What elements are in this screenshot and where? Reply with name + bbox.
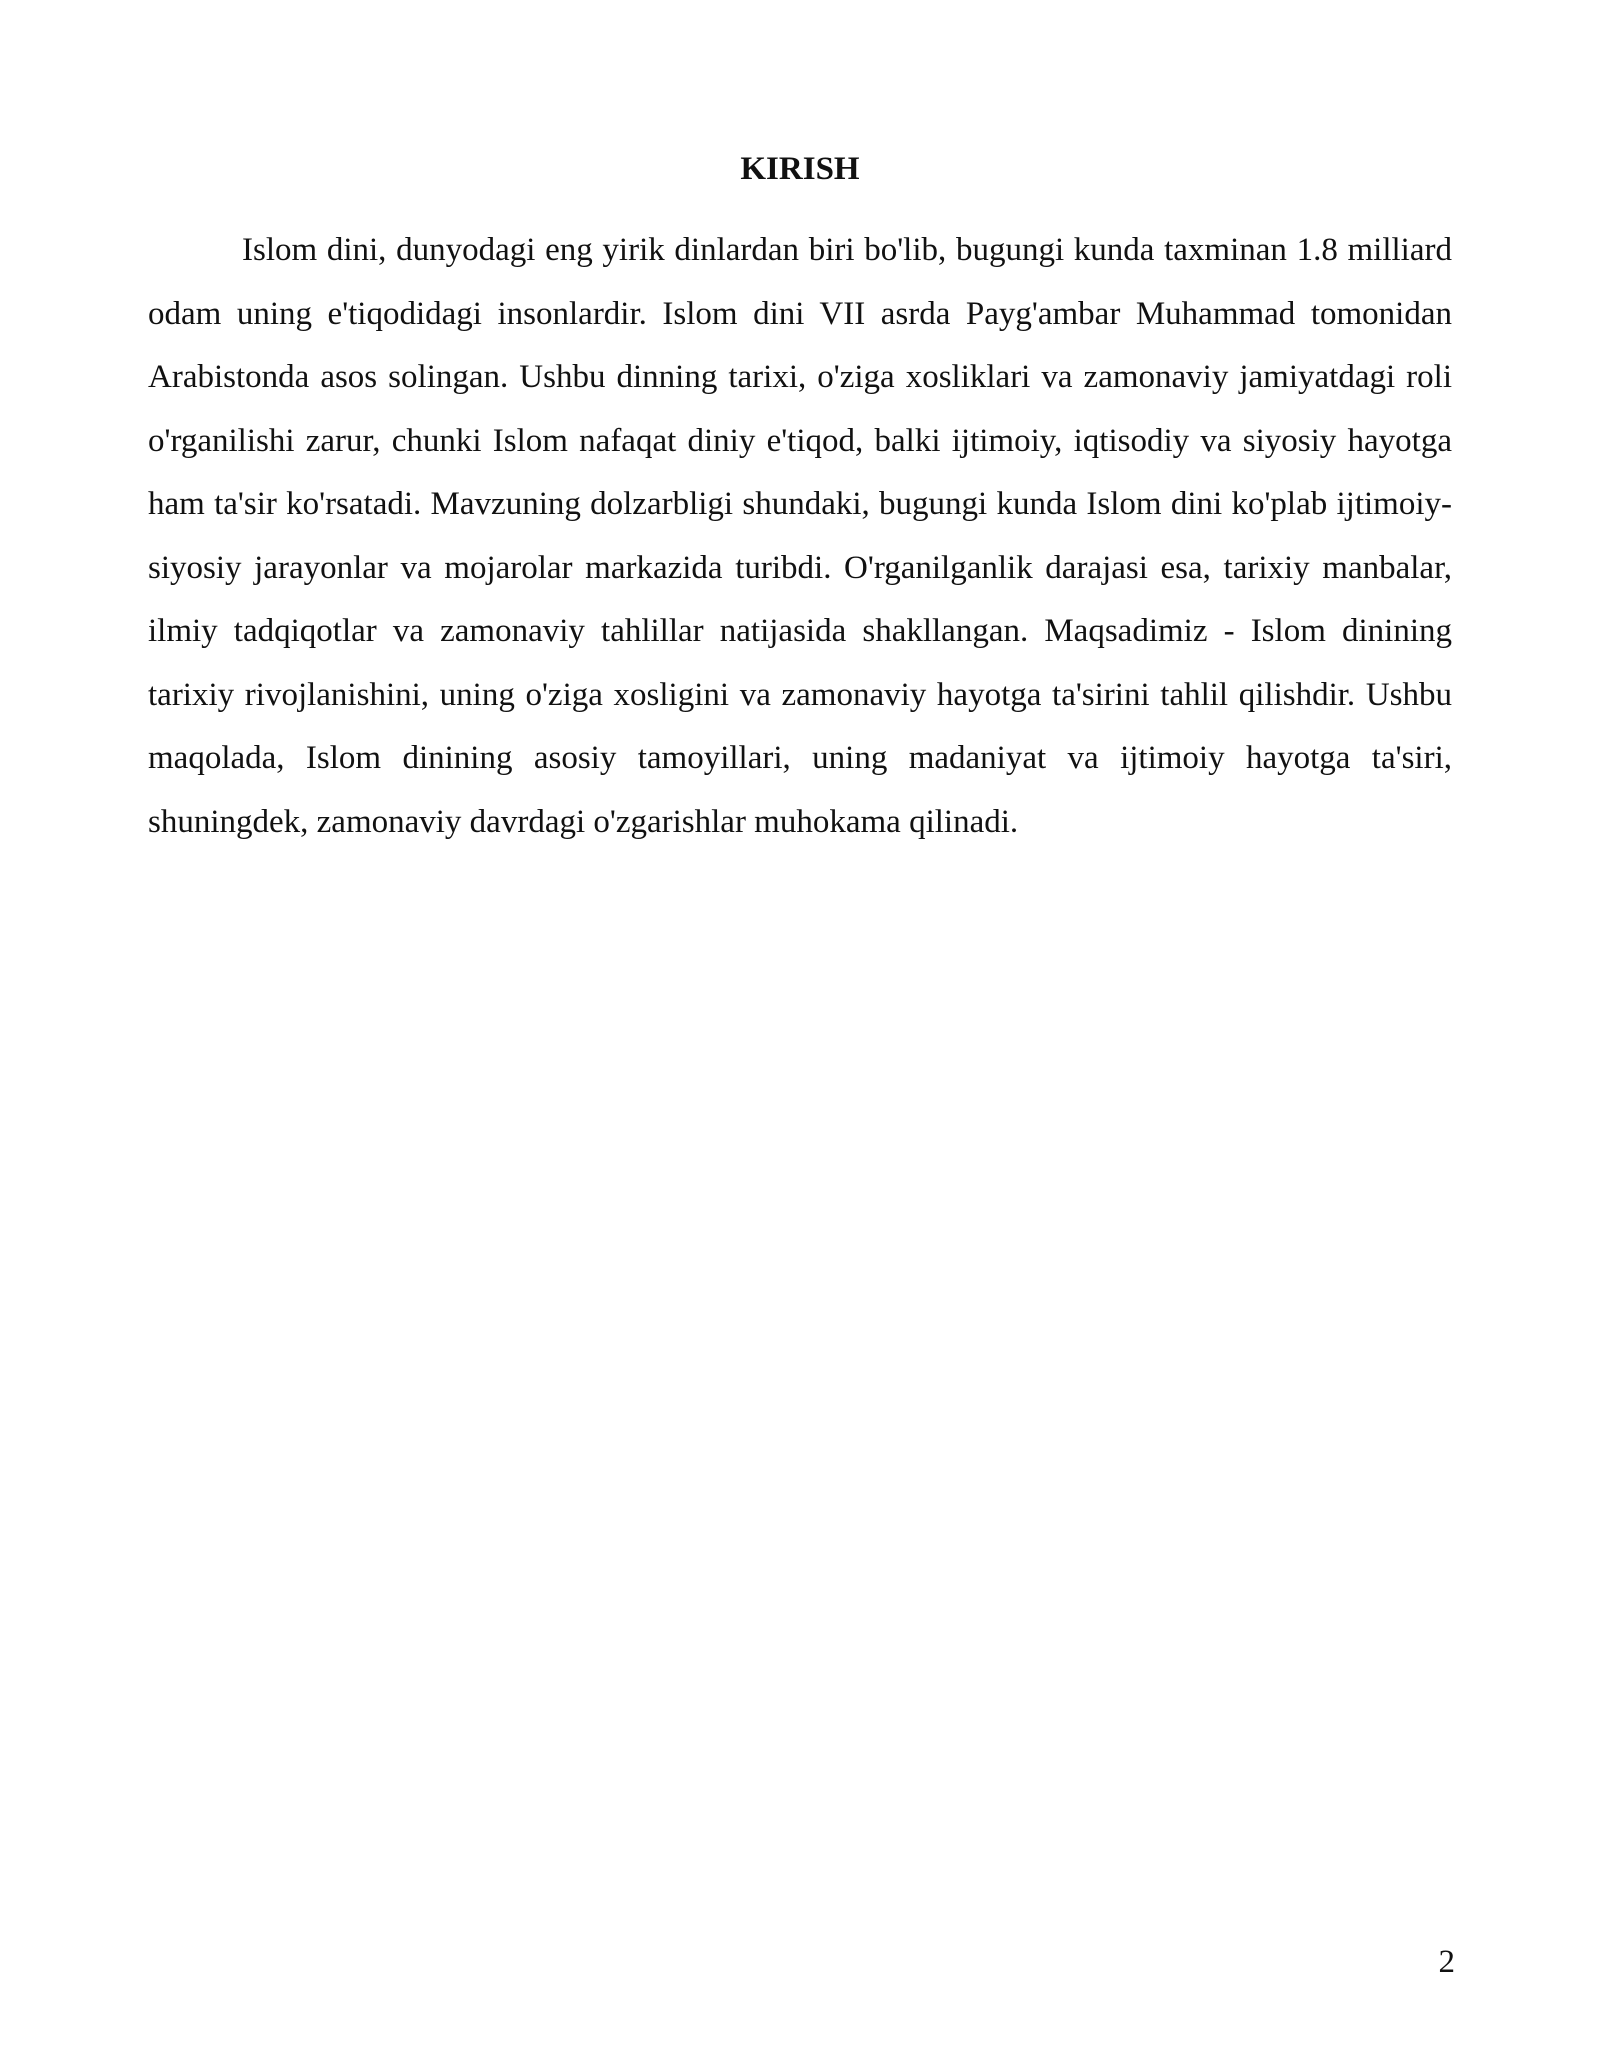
body-paragraph: Islom dini, dunyodagi eng yirik dinlardan biri bo'lib, bugungi kunda taxminan 1.8 milliard odam uning e'tiqodidagi insonlardir. Islom dini VII asrda Payg'ambar Muhammad tomonidan Arabistonda asos solingan. Ushbu dinning tarixi, o'ziga xosliklari va zamonaviy jamiyatdagi roli o'rganilishi zarur, chunki Islom nafaqat diniy e'tiqod, balki ijtimoiy, iqtisodiy va siyosiy hayotga ham ta'sir ko'rsatadi. Mavzuning dolzarbligi shundaki, bugungi kunda Islom dini ko'plab ijtimoiy-siyosiy jarayonlar va mojarolar markazida turibdi. O'rganilganlik darajasi esa, tarixiy manbalar, ilmiy tadqiqotlar va zamonaviy tahlillar natijasida shakllangan. Maqsadimiz - Islom dinining tarixiy rivojlanishini, uning o'ziga xosligini va zamonaviy hayotga ta'sirini tahlil qilishdir. Ushbu maqolada, Islom dinining asosiy tamoyillari, uning madaniyat va ijtimoiy hayotga ta'siri, shuningdek, zamonaviy davrdagi o'zgarishlar muhokama qilinadi. <box>148 232 1452 840</box>
section-heading: KIRISH <box>740 151 860 187</box>
page-number: 2 <box>1438 1944 1455 1980</box>
